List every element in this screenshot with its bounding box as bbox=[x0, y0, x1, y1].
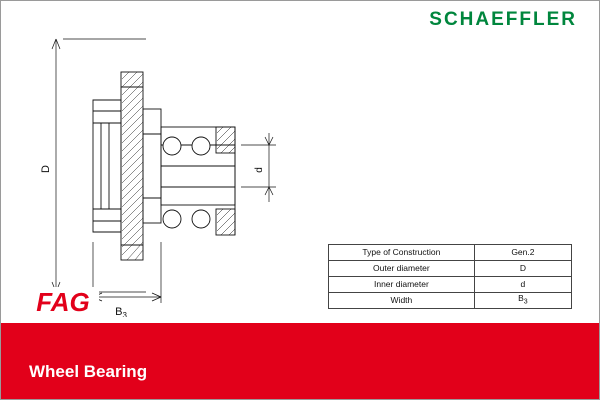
spec-value: Gen.2 bbox=[474, 245, 571, 261]
flange-hatching bbox=[122, 72, 143, 260]
table-row bbox=[329, 245, 572, 261]
technical-drawing bbox=[1, 27, 321, 317]
flange-outline bbox=[121, 72, 143, 260]
rolling-elements-upper bbox=[163, 137, 210, 155]
fag-logo: FAG bbox=[27, 287, 99, 317]
label-outer-diameter: D bbox=[40, 165, 52, 173]
bearing-cross-section-svg bbox=[1, 27, 321, 317]
schaeffler-wordmark: SCHAEFFLER bbox=[429, 9, 577, 30]
label-width: $B_3$ bbox=[115, 306, 127, 317]
dimension-width bbox=[93, 242, 161, 303]
spec-value-subscript: 3 bbox=[523, 299, 528, 306]
spec-label: Inner diameter bbox=[329, 277, 475, 293]
bearing-outer-ring bbox=[143, 109, 161, 223]
spec-value: D bbox=[474, 261, 571, 277]
spec-value: d bbox=[474, 277, 571, 293]
hub-body-outline bbox=[93, 100, 121, 232]
spec-value bbox=[474, 293, 571, 309]
rolling-elements-lower bbox=[163, 210, 210, 228]
table-row bbox=[329, 293, 572, 309]
spec-label: Width bbox=[329, 293, 475, 309]
spec-value-text: B bbox=[518, 293, 524, 304]
label-inner-diameter: d bbox=[254, 167, 265, 173]
table-row bbox=[329, 261, 572, 277]
spec-label: Outer diameter bbox=[329, 261, 475, 277]
product-title: Wheel Bearing bbox=[29, 362, 148, 381]
bore-hatching bbox=[217, 127, 235, 235]
seal-cap-right bbox=[216, 127, 235, 235]
specification-table bbox=[328, 244, 572, 309]
table-row bbox=[329, 277, 572, 293]
spec-label: Type of Construction bbox=[329, 245, 475, 261]
